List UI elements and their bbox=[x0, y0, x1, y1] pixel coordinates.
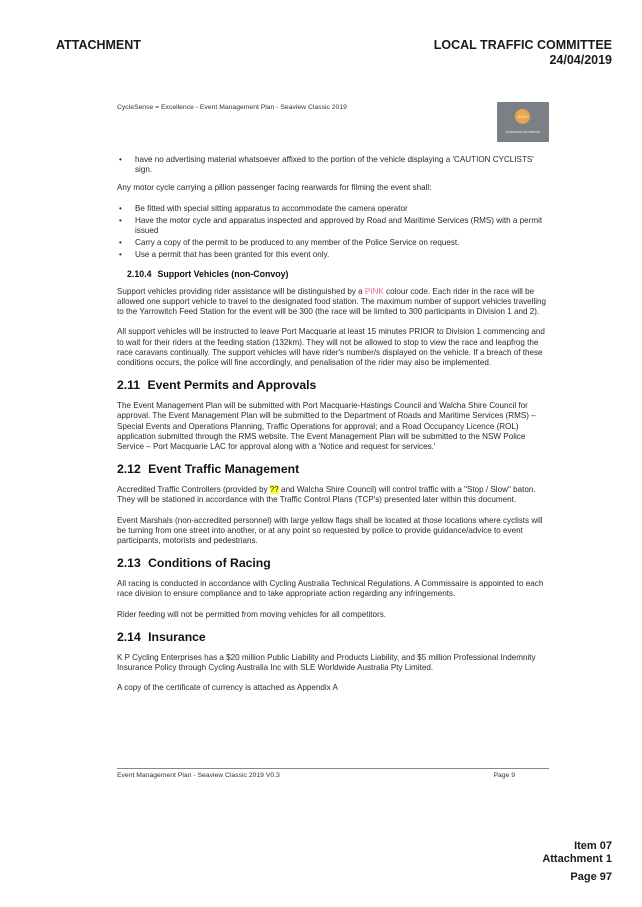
text-run: and Walcha Shire Council) will control traffic with a "Stop / Slow" baton. They will be stationed in accordance with the Traffic Control Plans (TCP's) presented later within this document. bbox=[117, 485, 536, 505]
vehicle-bullet-list bbox=[117, 155, 549, 175]
list-item: • have no advertising material whatsoever affixed to the portion of the vehicle displaying a 'CAUTION CYCLISTS' sign. bbox=[117, 155, 549, 175]
section-heading bbox=[117, 556, 549, 570]
pink-code-text: PINK bbox=[364, 286, 384, 296]
paragraph: Any motor cycle carrying a pillion passenger facing rearwards for filming the event shall: bbox=[117, 183, 432, 193]
logo-badge: 2019 bbox=[515, 109, 530, 124]
paragraph: All support vehicles will be instructed to leave Port Macquarie at least 15 minutes PRIOR to Division 1 commencing and to wait for their riders at the feeding station (132km). They will not be allowed to stop to view the race and leapfrog the race caravans continually. The support vehicles will have rider's number/s displayed on the vehicle. If a breach of these conditions occurs, the police will fine accordingly, and penalisation of the rider may also be implemented. bbox=[117, 327, 545, 368]
paragraph: Rider feeding will not be permitted from moving vehicles for all competitors. bbox=[117, 609, 387, 619]
paragraph: Event Marshals (non-accredited personnel) with large yellow flags shall be located at those locations where cyclists will be turning from one street into another, or at any point so requested by police to provide guidance/advice to event participants, motorists and pedestrians. bbox=[117, 515, 543, 546]
section-title: Conditions of Racing bbox=[148, 556, 271, 571]
paragraph: All racing is conducted in accordance with Cycling Australia Technical Regulations. A Commissaire is appointed to each race division to ensure compliance and to take appropriate action regarding any infringements. bbox=[117, 579, 544, 599]
section-heading bbox=[117, 378, 549, 392]
pillion-bullet-list bbox=[117, 204, 549, 261]
text-run: Accredited Traffic Controllers (provided by bbox=[117, 485, 270, 495]
committee-name: LOCAL TRAFFIC COMMITTEE bbox=[433, 38, 612, 52]
list-item: • Be fitted with special sitting apparatus to accommodate the camera operator bbox=[117, 204, 549, 214]
section-title: Event Permits and Approvals bbox=[147, 378, 317, 393]
paragraph bbox=[117, 485, 549, 505]
logo-caption: cyclesense=excellence bbox=[505, 130, 541, 134]
paragraph: A copy of the certificate of currency is attached as Appendix A bbox=[117, 683, 338, 693]
section-number: 2.12 bbox=[117, 462, 141, 477]
section-heading bbox=[117, 462, 549, 476]
subsection-title: Support Vehicles (non-Convoy) bbox=[157, 268, 289, 279]
subsection-heading bbox=[127, 269, 549, 279]
list-item: • Have the motor cycle and apparatus inspected and approved by Road and Maritime Services (RMS) with a permit issued bbox=[117, 216, 549, 236]
text-run: colour code. Each rider in the race will be allowed one support vehicle to travel to the designated food station. The maximum number of support vehicles travelling to the Yarrowitch Feed Station for the event will be 300 (the race will be limited to 300 participants in Division 1 and 2). bbox=[117, 286, 547, 317]
footer-title: Event Management Plan - Seaview Classic 2019 V0.3 bbox=[117, 772, 280, 779]
section-title: Event Traffic Management bbox=[148, 462, 300, 477]
paragraph: K P Cycling Enterprises has a $20 million Public Liability and Products Liability, and $5 million Professional Indemnity Insurance Policy through Cycling Australia Inc with SLE Worldwide Australia Pty Limited. bbox=[117, 652, 536, 673]
subsection-number: 2.10.4 bbox=[127, 268, 152, 279]
attachment-number: Attachment 1 bbox=[542, 853, 612, 865]
committee-date: 24/04/2019 bbox=[549, 53, 612, 67]
section-heading bbox=[117, 630, 549, 644]
item-reference bbox=[542, 840, 612, 866]
paragraph bbox=[117, 287, 549, 318]
section-number: 2.11 bbox=[117, 378, 141, 393]
document-footer bbox=[117, 768, 549, 779]
list-item: • Carry a copy of the permit to be produced to any member of the Police Service on request. bbox=[117, 238, 549, 248]
highlighted-text: ?? bbox=[269, 485, 279, 495]
document-body bbox=[117, 155, 549, 704]
page-number: Page 97 bbox=[570, 871, 612, 883]
section-number: 2.13 bbox=[117, 556, 141, 571]
attachment-label: ATTACHMENT bbox=[56, 38, 141, 52]
cyclesense-logo bbox=[497, 102, 549, 142]
section-title: Insurance bbox=[148, 629, 206, 644]
paragraph: The Event Management Plan will be submitted with Port Macquarie-Hastings Council and Walcha Shire Council for approval. The Event Management Plan will be submitted to the Department of Roads and Maritime Services (RMS) – Special Events and Operations Planning, Traffic Operations for approval; and a Road Occupancy Licence (ROL) application submitted through the RMS website. The Event Management Plan will be submitted to the NSW Police Service – Port Macquarie LAC for approval along with a 'Notice and request for services.' bbox=[117, 401, 536, 452]
list-item: • Use a permit that has been granted for this event only. bbox=[117, 250, 549, 260]
footer-page-number: Page 9 bbox=[493, 772, 515, 779]
section-number: 2.14 bbox=[117, 629, 141, 644]
committee-header bbox=[434, 38, 612, 68]
text-run: Support vehicles providing rider assistance will be distinguished by a bbox=[117, 286, 365, 296]
document-header: CycleSense = Excellence - Event Management Plan - Seaview Classic 2019 bbox=[117, 104, 347, 111]
item-number: Item 07 bbox=[574, 840, 612, 852]
